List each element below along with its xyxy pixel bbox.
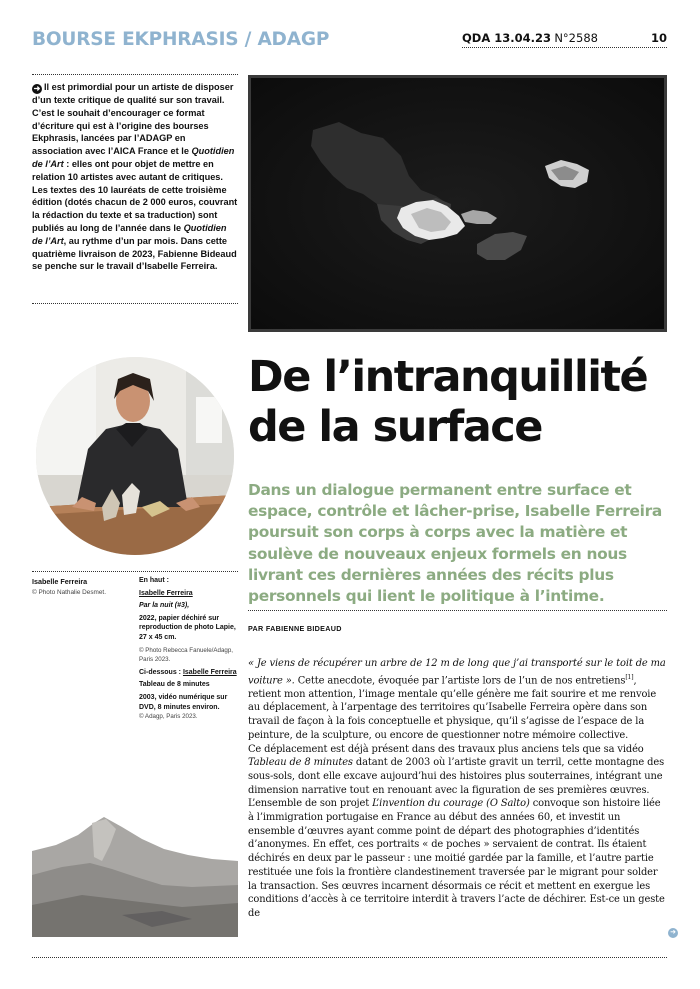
mountain-image xyxy=(32,815,238,937)
body-quote: « Je viens de récupérer un arbre de 12 m de long que j’ai transporté sur le toit de ma voiture ». xyxy=(248,658,666,686)
caption-top-credit: © Photo Rebecca Fanuele/Adagp, Paris 2023. xyxy=(139,646,233,664)
footnote-link[interactable]: [1] xyxy=(625,673,634,681)
body-p1-text-a: Cette anecdote, évoquée par l’artiste lors de l’un de nos entretiens xyxy=(294,675,626,686)
body-paragraph-1 xyxy=(248,657,668,743)
intro-text-1: Il est primordial pour un artiste de disposer d’un texte critique de qualité sur son travail. C’est le souhait d’encourager ce format d’écriture qui est à l’origine des bourses Ekphrasis, lancées par l’ADAGP en association avec l’AICA France et le xyxy=(32,82,234,157)
article-body xyxy=(248,657,668,921)
caption-top-artist: Isabelle Ferreira xyxy=(139,589,193,597)
portrait-image xyxy=(36,357,234,555)
portrait-caption-credit: © Photo Nathalie Desmet. xyxy=(32,589,106,596)
caption-bottom-credit: © Adagp, Paris 2023. xyxy=(139,713,198,721)
caption-divider xyxy=(32,571,238,572)
caption-top-work: Par la nuit (#3), xyxy=(139,602,190,610)
body-p2-text-c: convoque son histoire liée à l’immigration portugaise en France au début des années 60, et investit un ensemble d’œuvres ayant comme point de départ des photographies d’identités d’anonymes. En effet, ces portraits « de poches » servaient de contrat. Ils étaient déchirés en deux par le passeur : une moitié gardée par la famille, et l’autre partie restituée une fois la frontière clandestinement traversée par le migrant pour solder la transaction. Ses œuvres incarnent désormais ce récit et mettent en exergue les conditions d’accès à ce territoire interdit à travers l’acte de déchirer. Est-ce un geste de xyxy=(248,798,665,919)
body-p1-text-b: , retient mon attention, l’image mentale qu’elle génère me fait sourire et me renvoie au déplacement, à l’arpentage des territoires qu’Isabelle Ferreira opère dans son travail de façon à la fois conceptuelle et physique, qu’il s’agisse de l’espace de la peinture, de la sculpture, ou encore de questionner notre mémoire collective. xyxy=(248,675,657,741)
intro-text-2: : elles ont pour objet de mettre en relation 10 artistes avec autant de critiques. Les textes des 10 lauréats de cette troisième édition (dotés chacun de 2 000 euros, couvrant la rédaction du texte et sa traduction) sont publiés au long de l’année dans le xyxy=(32,158,238,233)
intro-text-3: , au rythme d’un par mois. Dans cette quatrième livraison de 2023, Fabienne Bideaud se penche sur le travail d’Isabelle Ferreira. xyxy=(32,235,237,272)
caption-bottom-label: Ci-dessous : xyxy=(139,668,183,676)
issue-number: N°2588 xyxy=(554,31,598,45)
intro-publication-2: Quotidien de l’Art xyxy=(32,222,227,246)
article-title: De l’intranquillité de la surface xyxy=(248,352,648,452)
caption-top-details: 2022, papier déchiré sur reproduction de photo Lapie, 27 x 45 cm. xyxy=(139,614,236,641)
footer-divider xyxy=(32,957,667,958)
caption-bottom-work: Tableau de 8 minutes xyxy=(139,681,210,689)
article-byline: PAR FABIENNE BIDEAUD xyxy=(248,610,667,634)
body-p2-project-title: L’invention du courage (O Salto) xyxy=(372,798,530,810)
body-p2-work-title: Tableau de 8 minutes xyxy=(248,757,353,769)
video-still-photo xyxy=(32,815,238,937)
issue-date: QDA 13.04.23 xyxy=(462,31,551,45)
portrait-caption xyxy=(32,576,132,598)
caption-top-label: En haut : xyxy=(139,577,169,584)
article-lede: Dans un dialogue permanent entre surface et espace, contrôle et lâcher-prise, Isabelle Ferreira poursuit son corps à corps avec la matière et soulève de nouveaux enjeux formels en nous livrant ces dernières années des récits plus personnels qui lient le politique à l’intime. xyxy=(248,481,662,606)
page-number: 10 xyxy=(650,31,667,45)
caption-bottom-line xyxy=(139,668,243,678)
caption-bottom-details: 2003, vidéo numérique sur DVD, 8 minutes environ. xyxy=(139,693,228,711)
caption-bottom-artist: Isabelle Ferreira xyxy=(182,668,237,676)
body-paragraph-2 xyxy=(248,743,668,921)
arrow-right-icon: ➜ xyxy=(33,84,41,93)
body-p2-text-b: datant de 2003 où l’artiste gravit un terril, cette montagne des sous-sols, dont elle excave aujourd’hui des histoires plus souterraines, intégrant une dimension narrative tout en renouant avec la figuration de ses premières œuvres. L’ensemble de son projet xyxy=(248,757,665,810)
issue-info xyxy=(462,31,667,48)
artwork-captions xyxy=(139,576,243,722)
artist-portrait xyxy=(36,357,234,555)
section-title: BOURSE EKPHRASIS / ADAGP xyxy=(32,29,330,50)
artwork-image xyxy=(251,78,664,329)
body-p2-text-a: Ce déplacement est déjà présent dans des travaux plus anciens tels que sa vidéo xyxy=(248,743,644,755)
portrait-caption-name: Isabelle Ferreira xyxy=(32,577,88,586)
intro-publication-1: Quotidien de l’Art xyxy=(32,146,235,169)
next-page-arrow-icon[interactable]: ➜ xyxy=(668,928,678,938)
artwork-photo xyxy=(248,75,667,332)
intro-box xyxy=(32,74,238,304)
